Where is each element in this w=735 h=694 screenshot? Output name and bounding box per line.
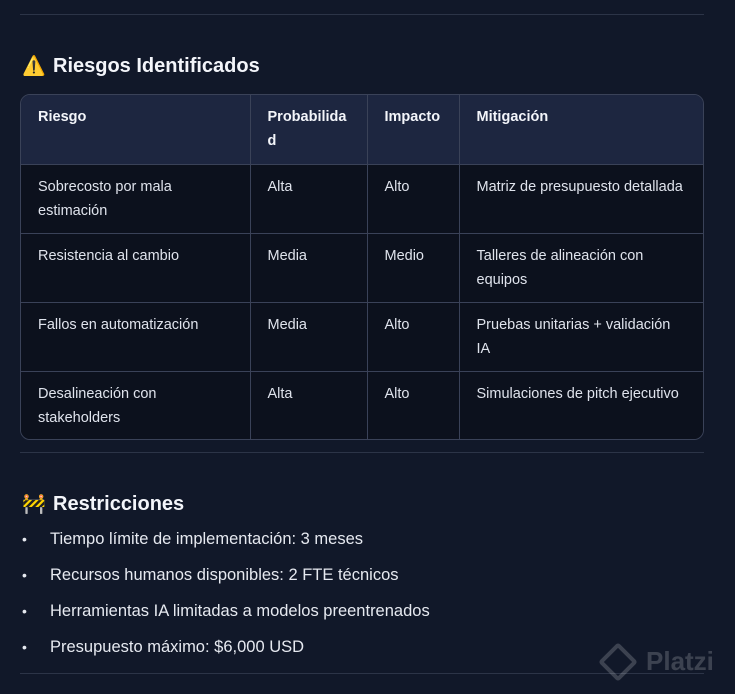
list-item: • Herramientas IA limitadas a modelos preentrenados (22, 602, 430, 620)
table-cell: Resistencia al cambio (21, 233, 250, 302)
bottom-divider (20, 673, 704, 674)
platzi-logo-icon (598, 642, 638, 682)
list-item: • Tiempo límite de implementación: 3 meses (22, 530, 364, 548)
restrictions-heading (22, 492, 184, 516)
table-cell: Talleres de alineación con equipos (459, 233, 703, 302)
warning-icon: ⚠️ (22, 56, 46, 77)
table-cell: Media (250, 233, 367, 302)
middle-divider (20, 452, 704, 453)
list-item: • Presupuesto máximo: $6,000 USD (22, 638, 305, 656)
restrictions-list (20, 528, 430, 672)
list-item: • Recursos humanos disponibles: 2 FTE técnicos (22, 566, 399, 584)
table-cell: Alto (367, 371, 459, 440)
table-cell: Alto (367, 302, 459, 371)
risks-title: Riesgos Identificados (53, 54, 260, 77)
table-row (21, 302, 703, 371)
column-header-risk: Riesgo (21, 95, 250, 164)
table-cell: Pruebas unitarias + validación IA (459, 302, 703, 371)
table-cell: Desalineación con stakeholders (21, 371, 250, 440)
table-row (21, 164, 703, 233)
risks-heading (22, 54, 260, 78)
watermark-text: Platzi (646, 646, 714, 676)
risks-table (20, 94, 704, 440)
table-cell: Sobrecosto por mala estimación (21, 164, 250, 233)
bullet-icon: • (22, 603, 27, 619)
table-cell: Media (250, 302, 367, 371)
table-cell: Alto (367, 164, 459, 233)
table-cell: Fallos en automatización (21, 302, 250, 371)
table-row (21, 233, 703, 302)
platzi-watermark (604, 646, 714, 677)
column-header-probability: Probabilidad (250, 95, 367, 164)
table-cell: Alta (250, 164, 367, 233)
column-header-impact: Impacto (367, 95, 459, 164)
top-divider (20, 14, 704, 15)
table-row (21, 371, 703, 440)
bullet-icon: • (22, 639, 27, 655)
bullet-icon: • (22, 567, 27, 583)
table-header-row (21, 95, 703, 164)
restrictions-title: Restricciones (53, 492, 185, 515)
table-cell: Alta (250, 371, 367, 440)
bullet-icon: • (22, 531, 27, 547)
column-header-mitigation: Mitigación (459, 95, 703, 164)
construction-barrier-icon: 🚧 (22, 494, 46, 515)
table-cell: Medio (367, 233, 459, 302)
table-cell: Matriz de presupuesto detallada (459, 164, 703, 233)
table-cell: Simulaciones de pitch ejecutivo (476, 385, 679, 402)
